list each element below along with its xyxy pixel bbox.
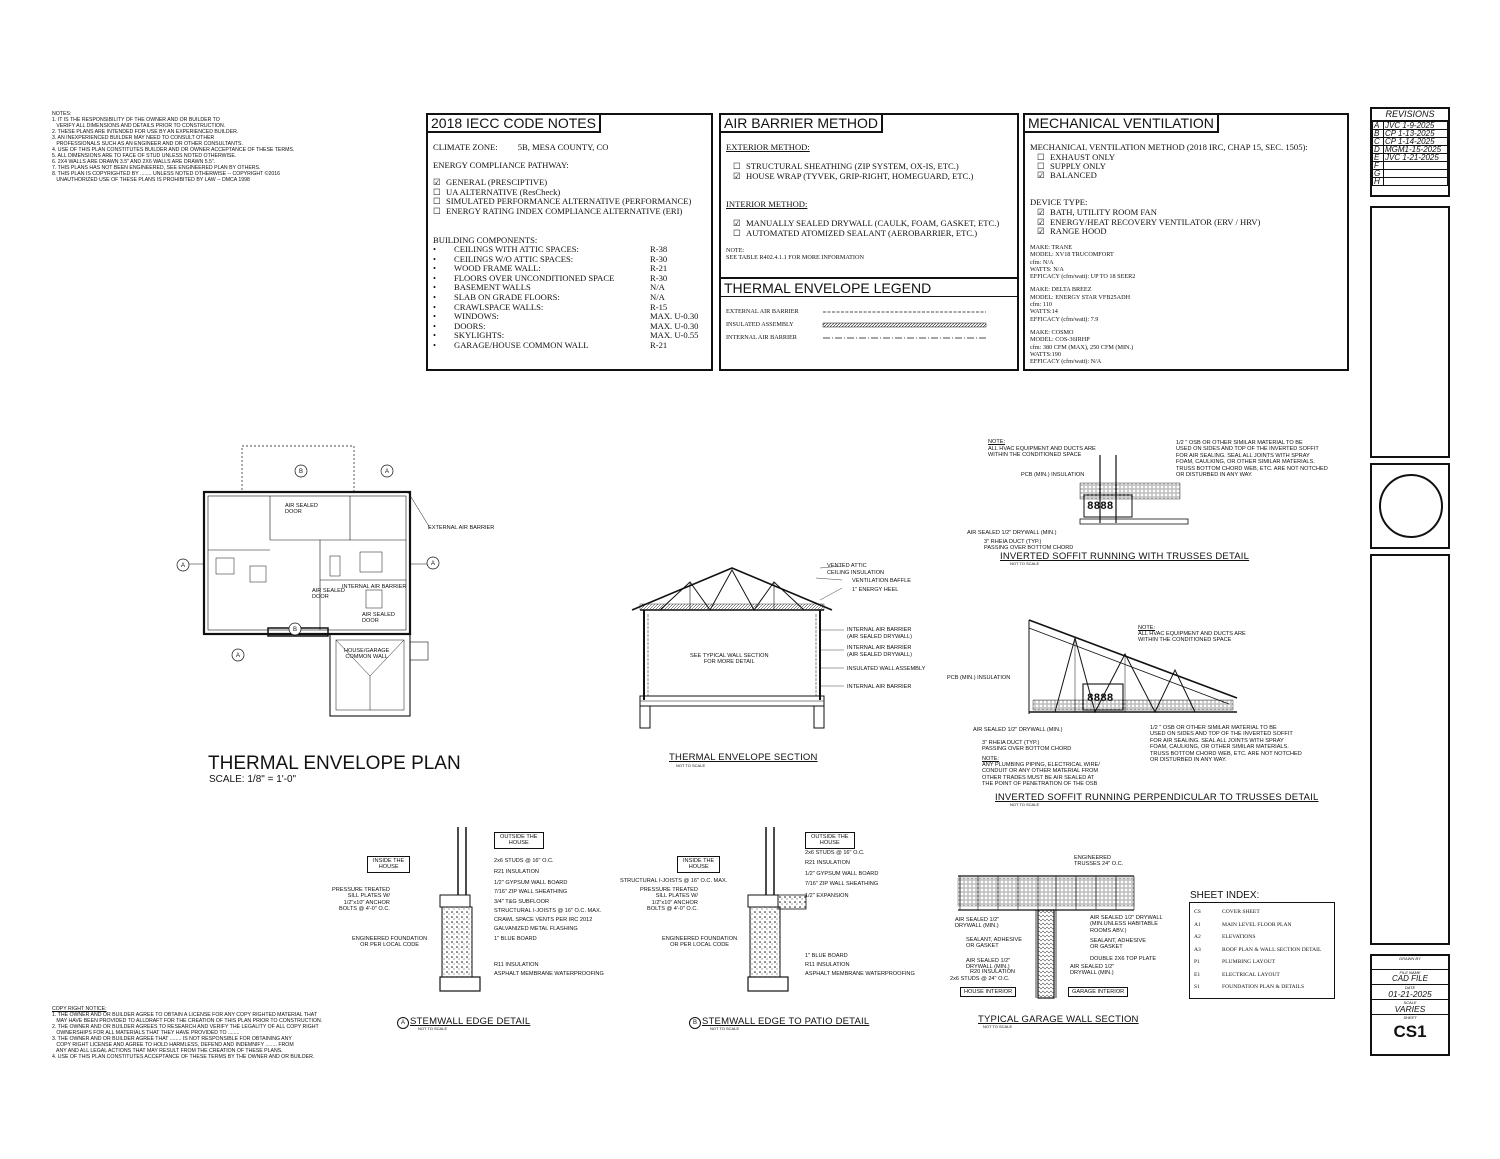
section-ventilation-baffle: VENTILATION BAFFLE <box>852 578 911 584</box>
stemA-right-label: 1" BLUE BOARD <box>494 936 537 942</box>
pathway-list <box>433 178 691 216</box>
component-value: R-30 <box>650 253 668 264</box>
device-spec-line: MAKE: TRANE <box>1030 244 1072 251</box>
checkbox-icon: ☐ <box>433 196 441 207</box>
stemA-marker: A <box>400 1020 405 1026</box>
stemA-inside: INSIDE THE HOUSE <box>367 856 410 873</box>
stemA-right-label: 1/2" GYPSUM WALL BOARD <box>494 880 568 886</box>
sheet-index-row <box>1194 972 1280 978</box>
soffit2-right-note: 1/2 " OSB OR OTHER SIMILAR MATERIAL TO BE USED ON SIDES AND TOP OF THE INVERTED SOFFIT FOR AIR SEALING. SEAL ALL JOINTS WITH SPRAY FOAM, CAULKING, OR OTHER SIMILAR MATERIALS. TRUSS BOTTOM CHORD WEB, ETC. ARE NOT NOTCHED OR DISTURBED IN ANY WAY. <box>1150 725 1302 764</box>
stemB-outside: OUTSIDE THE HOUSE <box>805 832 855 849</box>
copyright-notice <box>52 1006 322 1060</box>
section-internal-barrier-2: INTERNAL AIR BARRIER <box>847 645 912 651</box>
component-row <box>433 341 703 351</box>
stemB-left-sill: PRESSURE TREATED SILL PLATES W/ 1/2"x10" ANCHOR BOLTS @ 4'-0" O.C. <box>640 887 698 913</box>
sheet-name: PLUMBING LAYOUT <box>1222 959 1276 965</box>
stemA-right-label: 2x6 STUDS @ 16" O.C. <box>494 858 554 864</box>
date-value: 01-21-2025 <box>1388 989 1432 999</box>
plan-scale: SCALE: 1/8" = 1'-0" <box>209 774 297 785</box>
revision-row <box>1373 154 1448 162</box>
stemA-marker-circle <box>397 1017 409 1029</box>
component-label: SKYLIGHTS: <box>454 330 505 341</box>
plan-internal-air-barrier: INTERNAL AIR BARRIER <box>342 584 407 590</box>
device-spec-line: cfm: 380 CFM (MAX), 250 CFM (MIN.) <box>1030 343 1134 351</box>
component-label: CRAWLSPACE WALLS: <box>454 301 544 312</box>
device-type-label: DEVICE TYPE: <box>1030 197 1088 207</box>
soffit-with-trusses-drawing <box>1070 455 1190 545</box>
sheet-info-box <box>1370 954 1450 1056</box>
revision-letter: D <box>1373 146 1384 154</box>
seal-box <box>1370 463 1450 549</box>
exterior-item-label: STRUCTURAL SHEATHING (ZIP SYSTEM, OX-IS, ETC.) <box>746 161 959 171</box>
checkbox-icon: ☐ <box>433 205 441 216</box>
notes-line: 5. ALL DIMENSIONS ARE TO FACE OF STUD UNLESS NOTED OTHERWISE. <box>52 153 237 159</box>
soffit1-title: INVERTED SOFFIT RUNNING WITH TRUSSES DETAIL <box>1000 551 1250 562</box>
device-spec-line: MAKE: DELTA BREEZ <box>1030 286 1092 294</box>
mechanical-ventilation-panel <box>1023 113 1349 371</box>
soffit1-duct: 3" RHEIA DUCT (TYP.) PASSING OVER BOTTOM CHORD <box>984 539 1074 552</box>
legend-external: EXTERNAL AIR BARRIER <box>726 308 799 315</box>
garage-left-label: R20 INSULATION <box>970 969 1015 975</box>
pathway-item <box>433 207 691 217</box>
copyright-line: COPY RIGHT LICENSE AND AGREE TO HOLD HARMLESS, DEFEND AND INDEMNIFY ........ FROM <box>52 1042 294 1048</box>
component-value: R-15 <box>650 301 668 312</box>
iecc-title: 2018 IECC CODE NOTES <box>426 113 601 133</box>
section-internal-barrier-1: INTERNAL AIR BARRIER <box>847 627 912 633</box>
device-item-label: ENERGY/HEAT RECOVERY VENTILATOR (ERV / HRV) <box>1050 216 1261 227</box>
stemB-left-joists: STRUCTURAL I-JOISTS @ 16" O.C. MAX. <box>620 878 728 884</box>
component-label: CEILINGS WITH ATTIC SPACES: <box>454 244 579 254</box>
stemA-right-label: R21 INSULATION <box>494 869 539 875</box>
stemA-right-label: 7/16" ZIP WALL SHEATHING <box>494 889 568 895</box>
sheet-code: A1 <box>1194 921 1201 928</box>
pathway-item-label: UA ALTERNATIVE (ResCheck) <box>446 186 561 197</box>
pathway-item-label: ENERGY RATING INDEX COMPLIANCE ALTERNATIVE (ERI) <box>446 205 683 216</box>
section-title: THERMAL ENVELOPE SECTION <box>669 752 818 763</box>
stemA-title: STEMWALL EDGE DETAIL <box>410 1016 531 1027</box>
copyright-line: 2. THE OWNER AND OR BUILDER AGREES TO RESEARCH AND VERIFY THE LEGALITY OF ALL COPY RIGHT <box>52 1024 319 1030</box>
method-item <box>1037 171 1115 180</box>
bullet-icon: • <box>433 339 437 350</box>
stemA-nts: NOT TO SCALE <box>418 1026 448 1031</box>
checkbox-icon: ☐ <box>733 227 741 238</box>
sheet-index-row <box>1194 959 1275 965</box>
section-insulated-wall: INSULATED WALL ASSEMBLY <box>847 666 926 672</box>
stemwall-b-drawing <box>748 825 808 995</box>
sheet-code: A3 <box>1194 946 1201 953</box>
bullet-icon: • <box>433 311 437 322</box>
stemA-right-label: 3/4" T&G SUBFLOOR <box>494 899 550 905</box>
component-value: R-38 <box>650 244 668 254</box>
sheet-name: COVER SHEET <box>1222 909 1260 915</box>
copyright-line: 4. USE OF THIS PLAN CONSTITUTES ACCEPTANCE OF THESE TERMS BY THE OWNER AND OR BUILDER. <box>52 1054 315 1060</box>
stamp-box <box>1370 206 1450 458</box>
notes-line: VERIFY ALL DIMENSIONS AND DETAILS PRIOR TO CONSTRUCTION. <box>52 123 226 129</box>
device-spec-line: MODEL: XV18 TRUCOMFORT <box>1030 251 1114 259</box>
stemB-inside: INSIDE THE HOUSE <box>677 856 720 873</box>
garage-garage-interior: GARAGE INTERIOR <box>1068 987 1128 997</box>
note-text: SEE TABLE R402.4.1.1 FOR MORE INFORMATION <box>726 254 864 261</box>
revision-text <box>1384 162 1448 170</box>
sheet-index-table <box>1189 902 1335 999</box>
stemB-title: STEMWALL EDGE TO PATIO DETAIL <box>702 1016 870 1027</box>
bullet-icon: • <box>433 291 437 302</box>
soffit2-note: ALL HVAC EQUIPMENT AND DUCTS ARE WITHIN THE CONDITIONED SPACE <box>1138 631 1246 644</box>
sheet-number: CS1 <box>1393 1022 1427 1041</box>
component-label: WINDOWS: <box>454 311 499 322</box>
exterior-method-label: EXTERIOR METHOD: <box>726 142 810 152</box>
soffit1-pcb: PCB (MIN.) INSULATION <box>1021 472 1085 478</box>
garage-right-label: AIR SEALED 1/2" DRYWALL (MIN.UNLESS HABITABLE ROOMS ABV.) <box>1090 915 1163 934</box>
component-value: MAX. U-0.30 <box>650 311 699 322</box>
plan-title: THERMAL ENVELOPE PLAN <box>208 753 461 774</box>
notes-line: PROFESSIONALS SUCH AS AN ENGINEER AND OR OTHER CONSULTANTS. <box>52 141 243 147</box>
thermal-envelope-section-drawing <box>630 560 850 740</box>
section-nts: NOT TO SCALE <box>676 763 706 768</box>
garage-left-label: 2x6 STUDS @ 24" O.C. <box>950 976 1010 982</box>
plan-marker-a1: A <box>384 469 390 475</box>
copyright-line: OWNERSHIPS FOR ALL MATERIALS THAT THEY HAVE PROVIDED TO ........ <box>52 1030 240 1036</box>
device-type-list <box>1037 208 1260 237</box>
stemA-outside: OUTSIDE THE HOUSE <box>494 832 544 849</box>
soffit2-title: INVERTED SOFFIT RUNNING PERPENDICULAR TO TRUSSES DETAIL <box>995 792 1319 803</box>
notes-line: 1. IT IS THE RESPONSIBILITY OF THE OWNER AND OR BUILDER TO <box>52 117 220 123</box>
component-label: BASEMENT WALLS <box>454 282 531 293</box>
bullet-icon: • <box>433 320 437 331</box>
soffit2-duct: 3" RHEIA DUCT (TYP.) PASSING OVER BOTTOM CHORD <box>982 740 1072 753</box>
revision-text <box>1384 178 1448 186</box>
climate-zone: CLIMATE ZONE: 5B, MESA COUNTY, CO <box>433 142 609 152</box>
sheet-name: ELECTRICAL LAYOUT <box>1222 971 1280 978</box>
sheet-index-row <box>1194 984 1304 990</box>
iecc-code-notes-panel <box>426 113 713 371</box>
revision-letter: B <box>1373 130 1384 138</box>
scale-label: SCALE <box>1403 1000 1417 1005</box>
exterior-item-label: HOUSE WRAP (TYVEK, GRIP-RIGHT, HOMEGUARD, ETC.) <box>746 170 974 181</box>
copyright-line: 3. THE OWNER AND OR BUILDER AGREE THAT ........ IS NOT RESPONSIBLE FOR OBTAINING ANY <box>52 1036 292 1042</box>
drawn-by-label: DRAWN BY <box>1399 956 1421 961</box>
section-internal-barrier-3: INTERNAL AIR BARRIER <box>847 684 912 690</box>
revision-text: JVC 1-21-2025 <box>1384 154 1448 162</box>
stemB-right-label: 1" BLUE BOARD <box>805 953 848 959</box>
checkbox-icon: ☑ <box>433 177 441 187</box>
sheet-index-row <box>1194 909 1260 915</box>
stemB-right-label: 1/2" EXPANSION <box>805 893 849 899</box>
section-energy-heel: 1" ENERGY HEEL <box>852 587 899 593</box>
device-spec-line: EFFICACY (cfm/watt): 7.9 <box>1030 315 1099 323</box>
mech-method-label: MECHANICAL VENTILATION METHOD (2018 IRC, CHAP 15, SEC. 1505): <box>1030 142 1308 152</box>
bullet-icon: • <box>433 244 437 254</box>
plan-external-air-barrier: EXTERNAL AIR BARRIER <box>428 525 495 531</box>
notes-line: 2. THESE PLANS ARE INTENDED FOR USE BY AN EXPERIENCED BUILDER. <box>52 129 239 135</box>
components-list <box>433 245 703 351</box>
pathway-item-label: SIMULATED PERFORMANCE ALTERNATIVE (PERFORMANCE) <box>446 196 692 207</box>
thermal-envelope-plan-drawing <box>170 440 490 730</box>
sheet-index-row <box>1194 947 1321 953</box>
garage-title: TYPICAL GARAGE WALL SECTION <box>978 1014 1139 1025</box>
sheet-code: CS <box>1194 909 1201 915</box>
sheet-code: P1 <box>1194 959 1200 965</box>
revisions-box <box>1370 107 1450 197</box>
copyright-line: 1. THE OWNER AND OR BUILDER AGREE TO OBTAIN A LICENSE FOR ANY COPY RIGHTED MATERIAL THAT <box>52 1012 317 1018</box>
soffit2-nts: NOT TO SCALE <box>1010 802 1040 807</box>
pathway-label: ENERGY COMPLIANCE PATHWAY: <box>433 160 569 170</box>
file-name-label: FILE NAME <box>1399 970 1421 975</box>
mech-title: MECHANICAL VENTILATION <box>1023 113 1219 133</box>
sheet-code: E1 <box>1194 971 1201 978</box>
garage-left-label: AIR SEALED 1/2" DRYWALL (MIN.) <box>966 958 1011 971</box>
device-spec-line: WATTS:190 <box>1030 350 1061 358</box>
stemwall-a-drawing <box>440 825 500 995</box>
info-box <box>1370 554 1450 945</box>
component-value: R-21 <box>650 339 668 350</box>
device-spec-line: EFFICACY (cfm/watt): N/A <box>1030 358 1102 366</box>
stemB-right-label: R21 INSULATION <box>805 860 850 866</box>
garage-right-label: SEALANT, ADHESIVE OR GASKET <box>1090 938 1146 951</box>
plan-marker-a2: A <box>180 563 186 569</box>
device-spec-line: MODEL: ENERGY STAR VFB25ADH <box>1030 293 1131 301</box>
stemA-right-label: R11 INSULATION <box>494 962 539 968</box>
device-spec-group <box>1030 244 1135 280</box>
soffit1-duct-glyph: 8888 <box>1087 501 1114 513</box>
sheet-name: ROOF PLAN & WALL SECTION DETAIL <box>1222 946 1322 953</box>
soffit1-note-label: NOTE: <box>988 439 1006 445</box>
stemB-right-label: 7/16" ZIP WALL SHEATHING <box>805 881 879 887</box>
stemB-right-label: 1/2" GYPSUM WALL BOARD <box>805 871 879 877</box>
device-spec-group <box>1030 329 1135 365</box>
sheet-index-row <box>1194 922 1292 928</box>
section-center-text: SEE TYPICAL WALL SECTION FOR MORE DETAIL <box>690 653 769 666</box>
stemA-right-label: GALVANIZED METAL FLASHING <box>494 926 578 932</box>
device-spec-line: cfm: N/A <box>1030 258 1054 266</box>
stemB-left-foundation: ENGINEERED FOUNDATION OR PER LOCAL CODE <box>662 936 738 949</box>
section-sealed-drywall-2: (AIR SEALED DRYWALL) <box>847 652 912 658</box>
stemB-marker-circle <box>689 1017 701 1029</box>
checkbox-icon: ☐ <box>1037 152 1045 162</box>
stemB-right-label: ASPHALT MEMBRANE WATERPROOFING <box>805 971 915 977</box>
soffit1-note: ALL HVAC EQUIPMENT AND DUCTS ARE WITHIN THE CONDITIONED SPACE <box>988 446 1096 459</box>
notes-line: 4. USE OF THIS PLAN CONSTITUTES BUILDER AND OR OWNER ACCEPTANCE OF THESE TERMS. <box>52 147 295 153</box>
component-label: DOORS: <box>454 320 486 331</box>
stemA-right-label: CRAWL SPACE VENTS PER IRC 2012 <box>494 917 593 923</box>
device-spec-line: MAKE: COSMO <box>1030 328 1074 336</box>
garage-top: ENGINEERED TRUSSES 24" O.C. <box>1074 855 1124 868</box>
revision-letter: G <box>1373 170 1384 178</box>
revision-letter: E <box>1373 154 1384 162</box>
device-spec-line: MODEL: COS-36IRHP <box>1030 336 1090 344</box>
checkbox-icon: ☑ <box>1037 226 1045 237</box>
sheet-label: SHEET <box>1403 1015 1417 1020</box>
sheet-code: A2 <box>1194 934 1201 940</box>
pathway-item-label: GENERAL (PRESCIPTIVE) <box>446 177 548 187</box>
revision-text: JVC 1-9-2025 <box>1384 122 1448 130</box>
notes-line: NOTES: <box>52 111 72 117</box>
revisions-table <box>1372 121 1448 186</box>
device-spec-line: EFFICACY (cfm/watt): UP TO 18 SEER2 <box>1030 273 1136 281</box>
stemA-left-foundation: ENGINEERED FOUNDATION OR PER LOCAL CODE <box>352 936 428 949</box>
soffit2-bottom-note: ANY PLUMBING PIPING, ELECTRICAL WIRE/ CONDUIT OR ANY OTHER MATERIAL FROM OTHER TRADES MUST BE AIR SEALED AT THE POINT OF PENETRATION OF THE OSB <box>982 762 1100 788</box>
interior-item-label: AUTOMATED ATOMIZED SEALANT (AEROBARRIER, ETC.) <box>746 227 978 238</box>
revisions-title: REVISIONS <box>1372 109 1448 121</box>
stemB-right-label: R11 INSULATION <box>805 962 850 968</box>
interior-item-label: MANUALLY SEALED DRYWALL (CAULK, FOAM, GASKET, ETC.) <box>746 218 1000 228</box>
notes-line: 8. THIS PLAN IS COPYRIGHTED BY ........ UNLESS NOTED OTHERWISE -- COPYRIGHT ©2016 <box>52 171 280 177</box>
checkbox-icon: ☐ <box>1037 161 1045 172</box>
soffit1-right-note: 1/2 " OSB OR OTHER SIMILAR MATERIAL TO BE USED ON SIDES AND TOP OF THE INVERTED SOFFIT FOR AIR SEALING. SEAL ALL JOINTS WITH SPRAY FOAM, CAULKING, OR OTHER SIMILAR MATERIALS. TRUSS BOTTOM CHORD WEB, ETC. ARE NOT NOTCHED OR DISTURBED IN ANY WAY. <box>1176 440 1328 479</box>
device-item <box>1037 227 1260 237</box>
plan-air-sealed-door-2: AIR SEALED DOOR <box>312 588 345 601</box>
component-label: CEILINGS W/O ATTIC SPACES: <box>454 253 574 264</box>
component-value: N/A <box>650 282 665 293</box>
general-notes <box>52 111 294 183</box>
section-vented-attic: VENTED ATTIC <box>827 563 867 569</box>
bullet-icon: • <box>433 301 437 312</box>
sheet-index-row <box>1194 934 1255 940</box>
revision-text: CP 1-13-2025 <box>1384 130 1448 138</box>
soffit1-nts: NOT TO SCALE <box>1010 561 1040 566</box>
copyright-line: ANY AND ALL LEGAL ACTIONS THAT MAY RESULT FROM THE CREATION OF THESE PLANS. <box>52 1048 283 1054</box>
component-value: R-21 <box>650 263 668 274</box>
checkbox-icon: ☑ <box>1037 207 1045 217</box>
plan-marker-a4: A <box>235 653 241 659</box>
notes-line: 3. AN INEXPERIENCED BUILDER MAY NEED TO CONSULT OTHER <box>52 135 215 141</box>
sheet-name: FOUNDATION PLAN & DETAILS <box>1222 984 1305 990</box>
bullet-icon: • <box>433 263 437 274</box>
stemA-right-label: ASPHALT MEMBRANE WATERPROOFING <box>494 971 604 977</box>
device-spec-group <box>1030 286 1135 322</box>
legend-title: THERMAL ENVELOPE LEGEND <box>724 280 932 296</box>
notes-line: 7. THIS PLANS HAS NOT BEEN ENGINEERED, SEE ENGINEERED PLAN BY OTHERS. <box>52 165 261 171</box>
method-item-label: BALANCED <box>1050 170 1097 181</box>
checkbox-icon: ☑ <box>733 170 741 181</box>
section-ceiling-insulation: CEILING INSULATION <box>827 570 885 576</box>
legend-swatches <box>721 115 1017 373</box>
notes-line: 6. 2X4 WALLS ARE DRAWN 3.5" AND 2X6 WALLS ARE DRAWN 5.5". <box>52 159 216 165</box>
section-sealed-drywall-1: (AIR SEALED DRYWALL) <box>847 634 912 640</box>
plan-marker-a3: A <box>430 561 436 567</box>
revision-letter: A <box>1373 122 1384 130</box>
mech-method-list <box>1037 153 1115 181</box>
soffit2-duct-glyph: 8888 <box>1087 693 1114 705</box>
note-label: NOTE: <box>726 247 745 254</box>
method-item-label: SUPPLY ONLY <box>1050 161 1106 172</box>
plan-house-garage-wall: HOUSE/GARAGE COMMON WALL <box>344 648 390 661</box>
soffit1-drywall: AIR SEALED 1/2" DRYWALL (MIN.) <box>967 530 1057 536</box>
checkbox-icon: ☑ <box>733 218 741 228</box>
garage-left-label: SEALANT, ADHESIVE OR GASKET <box>966 937 1022 950</box>
checkbox-icon: ☑ <box>1037 170 1045 181</box>
copyright-line: MAY HAVE BEEN PROVIDED TO ALLDRAFT FOR THE CREATION OF THIS PLAN PRIOR TO CONSTRUCTION. <box>52 1018 323 1024</box>
bullet-icon: • <box>433 330 437 341</box>
stemB-right-label: 2x6 STUDS @ 16" O.C. <box>805 850 865 856</box>
legend-internal: INTERNAL AIR BARRIER <box>726 334 797 341</box>
device-item-label: BATH, UTILITY ROOM FAN <box>1050 207 1157 217</box>
garage-left-label: AIR SEALED 1/2" DRYWALL (MIN.) <box>955 917 1000 930</box>
bullet-icon: • <box>433 253 437 264</box>
sheet-code: S1 <box>1194 984 1200 990</box>
sheet-name: MAIN LEVEL FLOOR PLAN <box>1222 921 1292 928</box>
component-value: MAX. U-0.30 <box>650 320 699 331</box>
soffit2-note-label: NOTE: <box>1138 625 1156 631</box>
scale-value: VARIES <box>1394 1004 1426 1014</box>
plan-marker-b1: B <box>298 469 304 475</box>
file-name: CAD FILE <box>1391 974 1428 983</box>
sheet-index-title: SHEET INDEX: <box>1190 890 1260 901</box>
soffit2-pcb: PCB (MIN.) INSULATION <box>947 675 1011 681</box>
checkbox-icon: ☐ <box>733 161 741 171</box>
method-item-label: EXHAUST ONLY <box>1050 152 1116 162</box>
soffit2-drywall: AIR SEALED 1/2" DRYWALL (MIN.) <box>973 727 1063 733</box>
component-value: MAX. U-0.55 <box>650 330 699 341</box>
stemB-marker: B <box>692 1020 697 1026</box>
component-label: GARAGE/HOUSE COMMON WALL <box>454 339 589 350</box>
device-item-label: RANGE HOOD <box>1050 226 1107 237</box>
component-value: R-30 <box>650 272 668 283</box>
device-spec-line: WATTS:14 <box>1030 308 1058 316</box>
revision-text <box>1384 170 1448 178</box>
plan-air-sealed-door-1: AIR SEALED DOOR <box>285 503 318 516</box>
air-barrier-title: AIR BARRIER METHOD <box>719 113 883 133</box>
garage-right-label: AIR SEALED 1/2" DRYWALL (MIN.) <box>1070 964 1115 977</box>
component-value: N/A <box>650 291 665 302</box>
interior-method-label: INTERIOR METHOD: <box>726 199 808 209</box>
title-block <box>1370 107 1448 1055</box>
device-spec-line: cfm: 110 <box>1030 301 1052 309</box>
revision-row <box>1373 178 1448 186</box>
garage-house-interior: HOUSE INTERIOR <box>960 987 1016 997</box>
legend-insulated: INSULATED ASSEMBLY <box>726 321 794 328</box>
seal-circle <box>1379 474 1443 538</box>
soffit2-bottom-note-label: NOTE: <box>982 756 1000 762</box>
stemA-right-label: STRUCTURAL I-JOISTS @ 16" O.C. MAX. <box>494 908 602 914</box>
garage-nts: NOT TO SCALE <box>983 1024 1013 1029</box>
revision-letter: F <box>1373 162 1384 170</box>
plan-air-sealed-door-3: AIR SEALED DOOR <box>362 612 395 625</box>
checkbox-icon: ☐ <box>433 186 441 197</box>
revision-text: CP 1-14-2025 <box>1384 138 1448 146</box>
checkbox-icon: ☑ <box>1037 216 1045 227</box>
date-label: DATE <box>1404 985 1416 990</box>
component-label: WOOD FRAME WALL: <box>454 263 541 274</box>
device-spec-line: WATTS: N/A <box>1030 265 1064 273</box>
revision-text: MGM1-15-2025 <box>1384 146 1448 154</box>
copyright-line: COPY RIGHT NOTICE: <box>52 1006 107 1012</box>
revision-letter: C <box>1373 138 1384 146</box>
revision-row <box>1373 170 1448 178</box>
stemA-left-sill: PRESSURE TREATED SILL PLATES W/ 1/2"x10" ANCHOR BOLTS @ 4'-0" O.C. <box>332 887 390 913</box>
garage-right-label: DOUBLE 2X6 TOP PLATE <box>1090 956 1157 962</box>
bullet-icon: • <box>433 272 437 283</box>
revision-letter: H <box>1373 178 1384 186</box>
air-barrier-panel <box>719 113 1019 371</box>
plan-marker-b2: B <box>292 627 298 633</box>
device-specs <box>1030 244 1135 371</box>
bullet-icon: • <box>433 282 437 293</box>
component-label: SLAB ON GRADE FLOORS: <box>454 291 560 302</box>
component-label: FLOORS OVER UNCONDITIONED SPACE <box>454 272 615 283</box>
notes-line: UNAUTHORIZED USE OF THESE PLANS IS PROHIBITED BY LAW -- DMCA 1998 <box>52 177 250 183</box>
stemB-nts: NOT TO SCALE <box>710 1026 740 1031</box>
sheet-name: ELEVATIONS <box>1222 934 1256 940</box>
components-label: BUILDING COMPONENTS: <box>433 235 538 245</box>
revision-row <box>1373 162 1448 170</box>
